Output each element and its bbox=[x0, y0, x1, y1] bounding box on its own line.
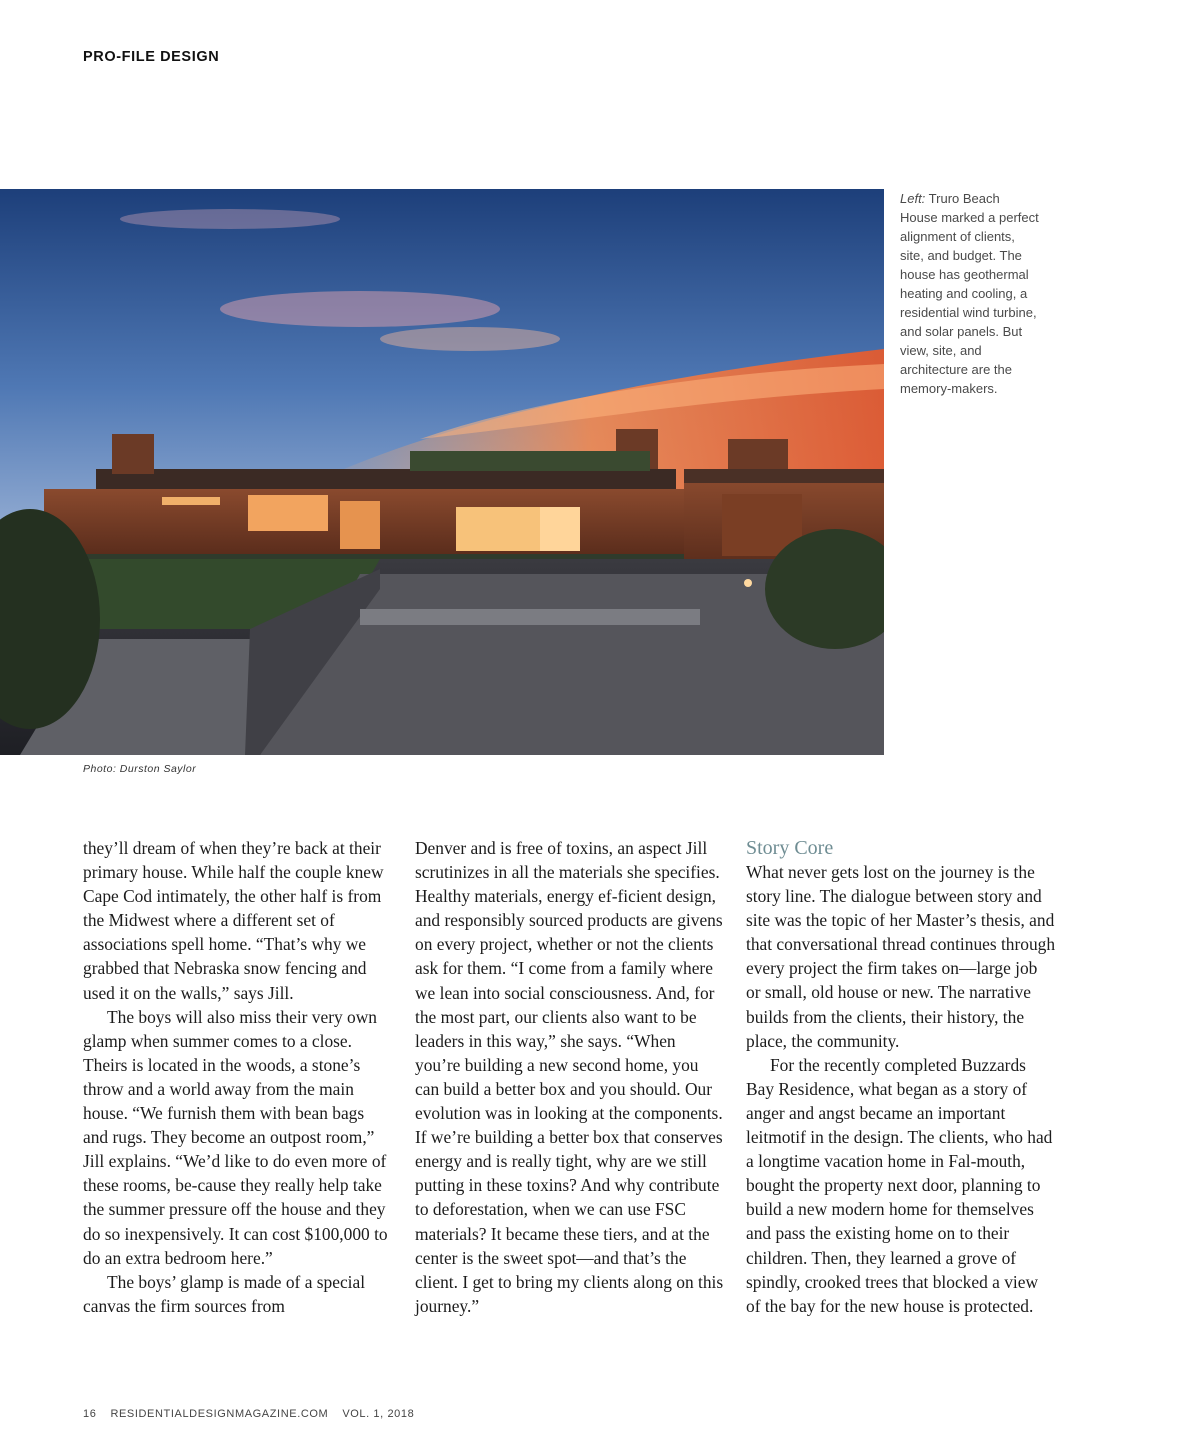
subhead: Story Core bbox=[746, 837, 834, 859]
page-footer bbox=[83, 1408, 428, 1420]
paragraph: Denver and is free of toxins, an aspect Jill scrutinizes in all the materials she specifies. Healthy materials, energy ef-ficient design, and responsibly sourced products are givens on every project, whether or not the clients ask for them. “I come from a family where we lean into social consciousness. And, for the most part, our clients also want to be leaders in this way,” she says. “When you’re building a new second home, you can build a better box and you should. Our evolution was in looking at the components. If we’re building a better box that conserves energy and is really tight, why are we still putting in these toxins? And why contribute to deforestation, when we can use FSC materials? It became these tiers, and at the center is the sweet spot—and that’s the client. I get to bring my clients along on this journey.” bbox=[415, 838, 724, 1316]
photo-credit: Photo: Durston Saylor bbox=[83, 763, 197, 775]
section-label: PRO-FILE DESIGN bbox=[83, 49, 220, 65]
page-number: 16 bbox=[83, 1408, 97, 1420]
photo-caption bbox=[900, 189, 1040, 398]
house-photo bbox=[0, 189, 884, 755]
paragraph: For the recently completed Buzzards Bay Residence, what began as a story of anger and angst became an important leitmotif in the design. The clients, who had a longtime vacation home in Fal-mouth, bought the property next door, planning to build a new modern home for themselves and pass the existing home on to their children. Then, they learned a grove of spindly, crooked trees that blocked a view of the bay for the new house is protected. bbox=[746, 1054, 1053, 1316]
article-column-3 bbox=[746, 836, 1056, 1318]
caption-lead: Left: bbox=[900, 191, 926, 206]
caption-text: Truro Beach House marked a perfect alignment of clients, site, and budget. The house has geothermal heating and cooling, a residential wind turbine, and solar panels. But view, site, and architecture are the memory-makers. bbox=[900, 191, 1039, 396]
footer-site: RESIDENTIALDESIGNMAGAZINE.COM bbox=[110, 1408, 329, 1420]
paragraph: The boys will also miss their very own glamp when summer comes to a close. Theirs is located in the woods, a stone’s throw and a world away from the main house. “We furnish them with bean bags and rugs. They become an outpost room,” Jill explains. “We’d like to do even more of these rooms, be-cause they really help take the summer pressure off the house and they do so inexpensively. It can cost $100,000 to do an extra bedroom here.” bbox=[83, 1006, 388, 1268]
article-column-2 bbox=[415, 836, 725, 1318]
article-column-1 bbox=[83, 836, 388, 1318]
paragraph: The boys’ glamp is made of a special canvas the firm sources from bbox=[83, 1271, 366, 1316]
paragraph: they’ll dream of when they’re back at their primary house. While half the couple knew Cape Cod intimately, the other half is from the Midwest where a different set of associations spell home. “That’s why we grabbed that Nebraska snow fencing and used it on the walls,” says Jill. bbox=[83, 838, 384, 1003]
paragraph: What never gets lost on the journey is the story line. The dialogue between story and site was the topic of her Master’s thesis, and that conversational thread continues through every project the firm takes on—large job or small, old house or new. The narrative builds from the clients, their history, the place, the community. bbox=[746, 862, 1056, 1051]
footer-volume: VOL. 1, 2018 bbox=[342, 1408, 415, 1420]
